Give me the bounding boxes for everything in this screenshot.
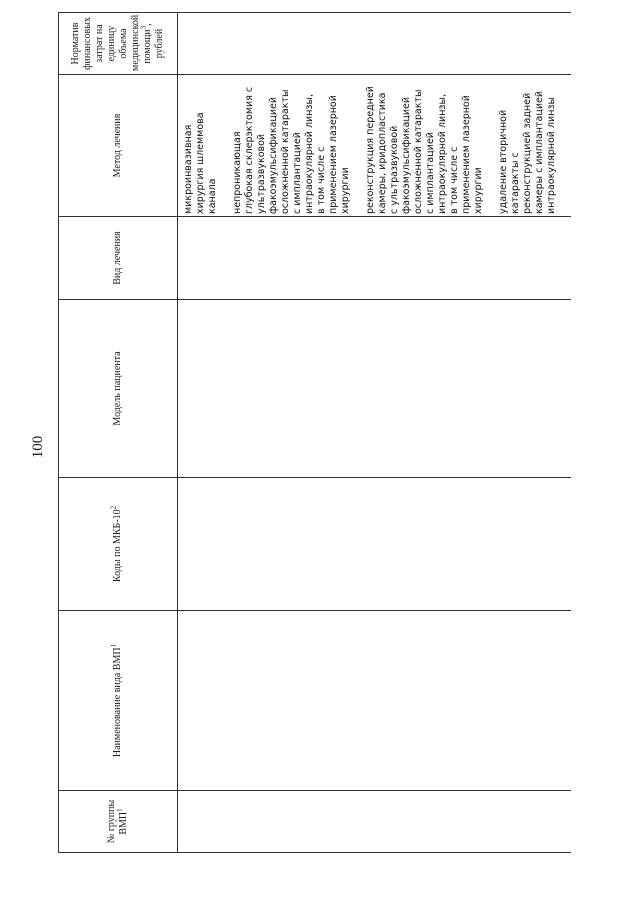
table-header-row [59,13,178,853]
header-treatment-method: Метод лечения [59,75,178,217]
cell-icd-codes [178,478,572,611]
method-item: удаление вторичной катаракты с реконструкцией задней камеры с имплантацией интраокулярной линзы [498,90,557,214]
method-item: непроникающая глубокая склерэктомия с ультразвуковой факоэмульсификацией осложненной катаракты с имплантацией интраокулярной линзы, в том числе с применением лазерной хирургии [232,86,351,214]
page-number: 100 [30,435,46,459]
cell-treatment-type [178,217,572,300]
header-vmp-name: Наименование вида ВМП$^1$ [59,611,178,791]
header-patient-model: Модель пациента [59,300,178,478]
cell-patient-model [178,300,572,478]
header-group-number: № группы ВМП$^1$ [59,791,178,853]
header-cost-standard: Норматив финансовых затрат на единицу объема медицинской помощи$^3$, рублей [59,13,178,75]
vmp-table [58,12,571,853]
cell-cost-standard [178,13,572,75]
method-item: микроинвазивная хирургия шлеммова канала [183,112,218,214]
cell-group-number [178,791,572,853]
header-icd-codes: Коды по МКБ-$10^2$ [59,478,178,611]
cell-treatment-method [178,75,572,217]
header-treatment-type: Вид лечения [59,217,178,300]
table-row [178,13,572,853]
method-item: реконструкция передней камеры, иридопластика с ультразвуковой факоэмульсификацией осложненной катаракты с имплантацией интраокулярной линзы, в том числе с применением лазерной хирургии [365,86,484,214]
cell-vmp-name [178,611,572,791]
